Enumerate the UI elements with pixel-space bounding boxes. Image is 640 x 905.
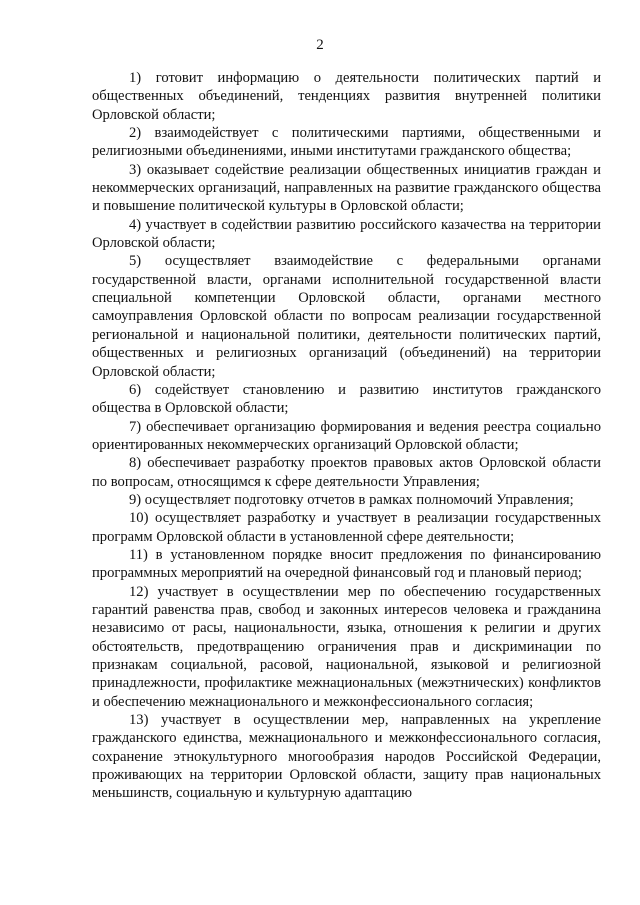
paragraph-item-5: 5) осуществляет взаимодействие с федеральными органами государственной власти, органами исполнительной государственной власти специальной компетенции Орловской области, органами местного самоуправления Орловской области по вопросам реализации государственной региональной и национальной политики, деятельности политических партий, общественных и религиозных организаций (объединений) на территории Орловской области; <box>92 253 601 380</box>
paragraph-item-13: 13) участвует в осуществлении мер, направленных на укрепление гражданского единства, межнационального и межконфессионального согласия, сохранение этнокультурного многообразия народов Российской Федерации, проживающих на территории Орловской области, защиту прав национальных меньшинств, социальную и культурную адаптацию <box>92 712 601 802</box>
paragraph-item-3: 3) оказывает содействие реализации общественных инициатив граждан и некоммерческих организаций, направленных на развитие гражданского общества и повышение политической культуры в Орловской области; <box>92 161 601 215</box>
document-body <box>92 69 601 803</box>
paragraph-item-4: 4) участвует в содействии развитию российского казачества на территории Орловской области; <box>92 216 601 252</box>
paragraph-item-8: 8) обеспечивает разработку проектов правовых актов Орловской области по вопросам, относящимся к сфере деятельности Управления; <box>92 455 601 490</box>
paragraph-item-12: 12) участвует в осуществлении мер по обеспечению государственных гарантий равенства прав, свобод и законных интересов человека и гражданина независимо от расы, национальности, языка, отношения к религии и других обстоятельств, предотвращению ограничения прав и дискриминации по признакам социальной, расовой, национальной, языковой и религиозной принадлежности, профилактике межнациональных (межэтнических) конфликтов и обеспечению межнационального и межконфессионального согласия; <box>92 583 601 710</box>
paragraph-item-2: 2) взаимодействует с политическими партиями, общественными и религиозными объединениями, иными институтами гражданского общества; <box>92 125 601 160</box>
paragraph-item-9: 9) осуществляет подготовку отчетов в рамках полномочий Управления; <box>129 491 574 508</box>
paragraph-item-6: 6) содействует становлению и развитию институтов гражданского общества в Орловской области; <box>92 381 601 417</box>
paragraph-item-11: 11) в установленном порядке вносит предложения по финансированию программных мероприятий на очередной финансовый год и плановый период; <box>92 546 601 582</box>
paragraph-item-10: 10) осуществляет разработку и участвует в реализации государственных программ Орловской области в установленной сфере деятельности; <box>92 510 601 545</box>
page-number: 2 <box>316 37 324 53</box>
paragraph-item-1: 1) готовит информацию о деятельности политических партий и общественных объединений, тенденциях развития внутренней политики Орловской области; <box>92 70 601 123</box>
paragraph-item-7: 7) обеспечивает организацию формирования и ведения реестра социально ориентированных некоммерческих организаций Орловской области; <box>92 418 601 453</box>
